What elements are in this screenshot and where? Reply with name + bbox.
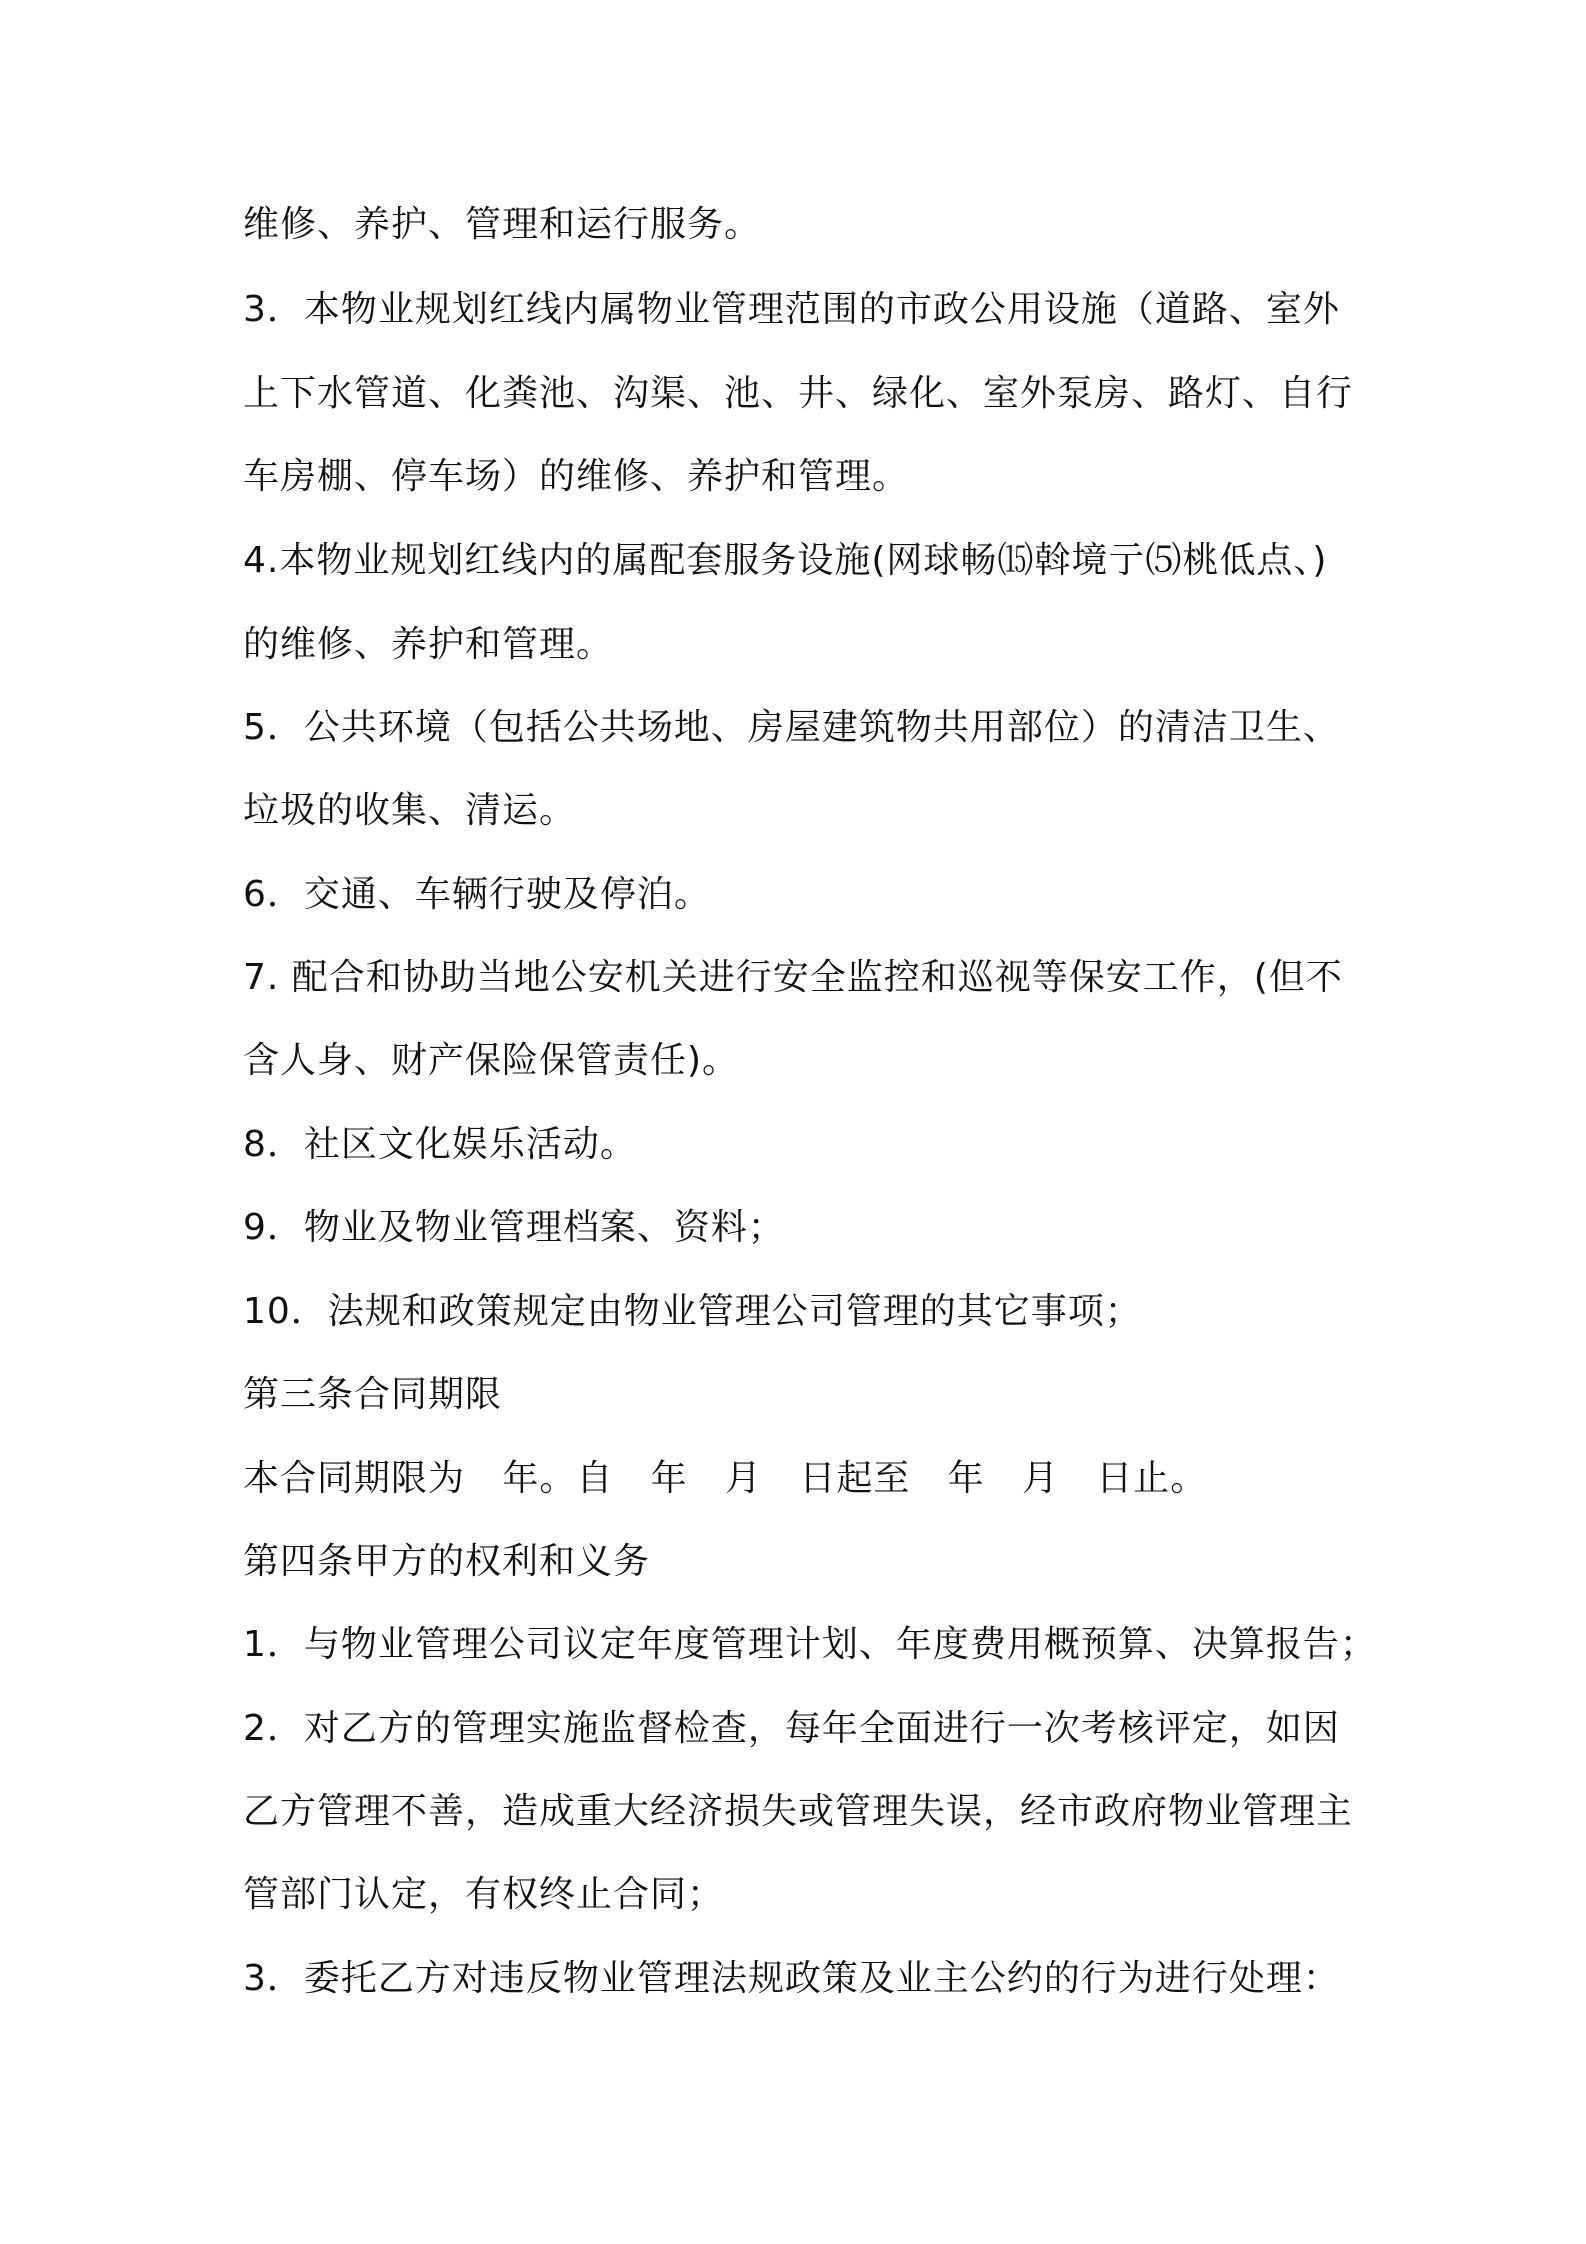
text-line-1: 维修、养护、管理和运行服务。 <box>243 204 762 245</box>
text-line-8: 垃圾的收集、清运。 <box>243 790 577 831</box>
text-line-2: 3．本物业规划红线内属物业管理范围的市政公用设施（道路、室外 <box>243 289 1340 330</box>
text-line-6: 的维修、养护和管理。 <box>243 624 614 665</box>
section-heading-4: 第四条甲方的权利和义务 <box>243 1541 651 1582</box>
text-line-18: 1．与物业管理公司议定年度管理计划、年度费用概预算、决算报告； <box>243 1624 1377 1665</box>
text-line-13: 9．物业及物业管理档案、资料； <box>243 1207 785 1248</box>
text-line-3: 上下水管道、化粪池、沟渠、池、井、绿化、室外泵房、路灯、自行 <box>243 373 1354 414</box>
text-line-22: 3．委托乙方对违反物业管理法规政策及业主公约的行为进行处理： <box>243 1958 1340 1999</box>
text-line-10: 7. 配合和协助当地公安机关进行安全监控和巡视等保安工作，(但不 <box>243 957 1343 998</box>
text-line-20: 乙方管理不善，造成重大经济损失或管理失误，经市政府物业管理主 <box>243 1791 1354 1832</box>
text-line-9: 6．交通、车辆行驶及停泊。 <box>243 874 711 915</box>
text-line-12: 8．社区文化娱乐活动。 <box>243 1124 637 1165</box>
text-line-21: 管部门认定，有权终止合同； <box>243 1874 725 1915</box>
section-heading-3: 第三条合同期限 <box>243 1374 503 1415</box>
text-line-4: 车房棚、停车场）的维修、养护和管理。 <box>243 456 910 497</box>
text-line-5: 4.本物业规划红线内的属配套服务设施(网球畅⒂斡境亍⑸桃低点、) <box>243 540 1328 581</box>
text-line-16: 本合同期限为 年。自 年 月 日起至 年 月 日止。 <box>243 1458 1208 1499</box>
text-line-14: 10．法规和政策规定由物业管理公司管理的其它事项； <box>243 1291 1142 1332</box>
text-line-7: 5．公共环境（包括公共场地、房屋建筑物共用部位）的清洁卫生、 <box>243 707 1340 748</box>
text-line-11: 含人身、财产保险保管责任)。 <box>243 1040 740 1081</box>
text-line-19: 2．对乙方的管理实施监督检查，每年全面进行一次考核评定，如因 <box>243 1708 1340 1749</box>
